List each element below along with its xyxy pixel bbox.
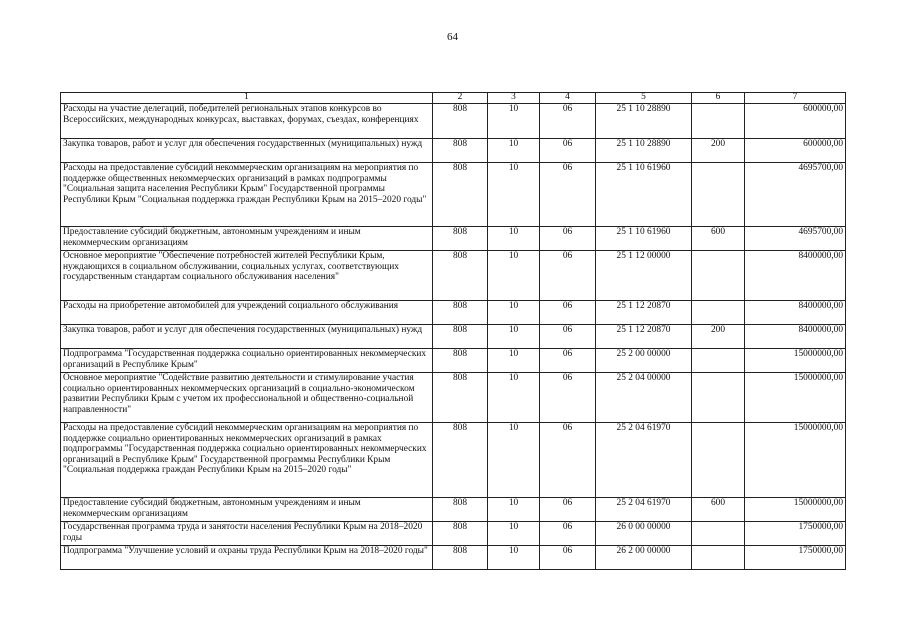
row-col-2: 808 [433, 373, 488, 423]
row-col-2: 808 [433, 423, 488, 498]
row-col-2: 808 [433, 546, 488, 570]
row-name: Подпрограмма "Государственная поддержка социально ориентированных некоммерческих организаций в Республике Крым" [61, 349, 433, 373]
row-col-4: 06 [540, 139, 596, 163]
page-number: 64 [447, 31, 458, 43]
row-name: Расходы на участие делегаций, победителей региональных этапов конкурсов во Всероссийских, международных конкурсах, выставках, форумах, съездах, конференциях [61, 104, 433, 139]
row-amount-value: 15000000,00 [793, 349, 843, 359]
row-col-6 [692, 546, 745, 570]
row-col-5: 25 2 00 00000 [596, 349, 692, 373]
column-header-5: 5 [596, 93, 692, 104]
row-name: Предоставление субсидий бюджетным, автономным учреждениям и иным некоммерческим организациям [61, 498, 433, 522]
row-col-6: 600 [692, 227, 745, 251]
row-col-6 [692, 349, 745, 373]
row-amount [745, 522, 846, 546]
row-amount-value: 4695700,00 [798, 163, 843, 173]
row-col-5: 25 2 04 61970 [596, 498, 692, 522]
row-col-6 [692, 301, 745, 325]
row-amount [745, 104, 846, 139]
row-amount [745, 373, 846, 423]
row-amount [745, 349, 846, 373]
row-col-5: 25 2 04 00000 [596, 373, 692, 423]
row-amount [745, 251, 846, 301]
row-col-3: 10 [488, 423, 540, 498]
row-col-4: 06 [540, 373, 596, 423]
row-amount-value: 8400000,00 [798, 251, 843, 261]
row-name: Основное мероприятие "Содействие развитию деятельности и стимулирование участия социально ориентированных некоммерческих организаций в социально-экономическом развитии Республики Крым с учетом их профессиональной и общественно-социальной направленности" [61, 373, 433, 423]
row-col-2: 808 [433, 227, 488, 251]
row-amount [745, 325, 846, 349]
row-col-3: 10 [488, 498, 540, 522]
table-row [61, 498, 846, 522]
row-amount-value: 15000000,00 [793, 423, 843, 433]
budget-table [60, 92, 846, 570]
row-col-4: 06 [540, 163, 596, 227]
row-col-4: 06 [540, 423, 596, 498]
row-col-2: 808 [433, 498, 488, 522]
row-col-5: 26 2 00 00000 [596, 546, 692, 570]
row-col-4: 06 [540, 349, 596, 373]
column-header-7: 7 [745, 93, 846, 104]
row-col-6 [692, 522, 745, 546]
row-amount [745, 139, 846, 163]
table-row [61, 104, 846, 139]
row-col-4: 06 [540, 498, 596, 522]
row-col-5: 25 1 12 00000 [596, 251, 692, 301]
row-name: Расходы на предоставление субсидий некоммерческим организациям на мероприятия по поддержке общественных некоммерческих организаций в рамках подпрограммы "Социальная защита населения Республики Крым" Государственной программы Республики Крым "Социальная поддержка граждан Республики Крым на 2015–2020 годы" [61, 163, 433, 227]
column-header-1: 1 [61, 93, 433, 104]
row-col-4: 06 [540, 251, 596, 301]
table-row [61, 546, 846, 570]
row-col-3: 10 [488, 325, 540, 349]
row-col-3: 10 [488, 163, 540, 227]
row-col-4: 06 [540, 104, 596, 139]
row-name: Подпрограмма "Улучшение условий и охраны труда Республики Крым на 2018–2020 годы" [61, 546, 433, 570]
table-row [61, 139, 846, 163]
row-col-3: 10 [488, 522, 540, 546]
row-amount-value: 8400000,00 [798, 301, 843, 311]
row-col-3: 10 [488, 373, 540, 423]
row-col-6: 600 [692, 498, 745, 522]
row-col-6 [692, 423, 745, 498]
row-amount-value: 1750000,00 [798, 522, 843, 532]
row-col-5: 25 2 04 61970 [596, 423, 692, 498]
row-name: Государственная программа труда и занятости населения Республики Крым на 2018–2020 годы [61, 522, 433, 546]
row-amount-value: 600000,00 [803, 104, 843, 114]
row-name: Закупка товаров, работ и услуг для обеспечения государственных (муниципальных) нужд [61, 325, 433, 349]
table-row [61, 373, 846, 423]
row-col-4: 06 [540, 522, 596, 546]
row-col-5: 25 1 10 28890 [596, 139, 692, 163]
row-col-5: 26 0 00 00000 [596, 522, 692, 546]
row-col-6 [692, 373, 745, 423]
row-amount-value: 15000000,00 [793, 373, 843, 383]
row-col-5: 25 1 12 20870 [596, 301, 692, 325]
table-row [61, 325, 846, 349]
table-row [61, 522, 846, 546]
row-col-5: 25 1 12 20870 [596, 325, 692, 349]
row-amount [745, 423, 846, 498]
row-col-4: 06 [540, 227, 596, 251]
header-row [61, 93, 846, 104]
row-name: Предоставление субсидий бюджетным, автономным учреждениям и иным некоммерческим организациям [61, 227, 433, 251]
row-amount-value: 1750000,00 [798, 546, 843, 556]
column-header-4: 4 [540, 93, 596, 104]
table-row [61, 349, 846, 373]
row-amount-value: 8400000,00 [798, 325, 843, 335]
row-col-2: 808 [433, 104, 488, 139]
table-row [61, 423, 846, 498]
column-header-3: 3 [488, 93, 540, 104]
row-col-2: 808 [433, 163, 488, 227]
row-col-3: 10 [488, 251, 540, 301]
row-col-6: 200 [692, 139, 745, 163]
row-col-6 [692, 163, 745, 227]
row-col-5: 25 1 10 28890 [596, 104, 692, 139]
table-row [61, 301, 846, 325]
table-row [61, 163, 846, 227]
row-amount [745, 546, 846, 570]
row-col-4: 06 [540, 325, 596, 349]
row-col-3: 10 [488, 139, 540, 163]
row-col-2: 808 [433, 349, 488, 373]
row-name: Расходы на приобретение автомобилей для учреждений социального обслуживания [61, 301, 433, 325]
table-row [61, 251, 846, 301]
row-col-3: 10 [488, 227, 540, 251]
row-col-2: 808 [433, 139, 488, 163]
column-header-2: 2 [433, 93, 488, 104]
row-col-6 [692, 104, 745, 139]
column-header-6: 6 [692, 93, 745, 104]
row-col-3: 10 [488, 349, 540, 373]
row-amount [745, 163, 846, 227]
row-name: Расходы на предоставление субсидий некоммерческим организациям на мероприятия по поддержке социально ориентированных некоммерческих организаций в рамках подпрограммы "Государственная поддержка социально ориентированных некоммерческих организаций в Республике Крым" Государственной программы Республики Крым "Социальная поддержка граждан Республики Крым на 2015–2020 годы" [61, 423, 433, 498]
row-col-2: 808 [433, 251, 488, 301]
row-col-6: 200 [692, 325, 745, 349]
table-row [61, 227, 846, 251]
row-col-2: 808 [433, 522, 488, 546]
row-col-2: 808 [433, 325, 488, 349]
row-col-2: 808 [433, 301, 488, 325]
row-name: Основное мероприятие "Обеспечение потребностей жителей Республики Крым, нуждающихся в социальном обслуживании, социальных услугах, соответствующих государственным стандартам социального обслуживания населения" [61, 251, 433, 301]
row-col-4: 06 [540, 301, 596, 325]
row-col-3: 10 [488, 104, 540, 139]
row-amount [745, 498, 846, 522]
row-amount-value: 15000000,00 [793, 498, 843, 508]
row-amount-value: 600000,00 [803, 139, 843, 149]
row-col-4: 06 [540, 546, 596, 570]
row-col-5: 25 1 10 61960 [596, 227, 692, 251]
row-col-5: 25 1 10 61960 [596, 163, 692, 227]
row-col-6 [692, 251, 745, 301]
row-amount-value: 4695700,00 [798, 227, 843, 237]
row-amount [745, 301, 846, 325]
row-col-3: 10 [488, 301, 540, 325]
row-name: Закупка товаров, работ и услуг для обеспечения государственных (муниципальных) нужд [61, 139, 433, 163]
row-amount [745, 227, 846, 251]
row-col-3: 10 [488, 546, 540, 570]
